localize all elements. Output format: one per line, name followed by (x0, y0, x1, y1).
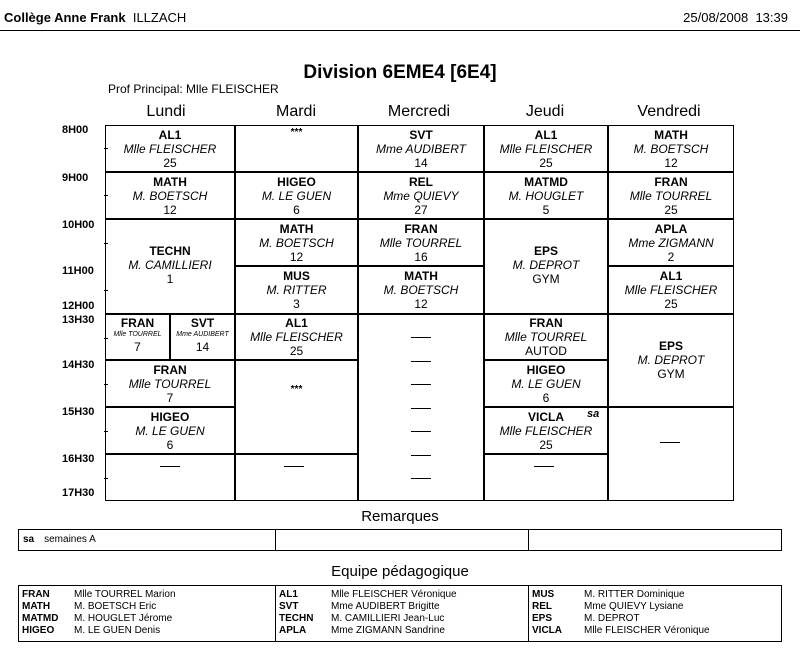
member-name: M. DEPROT (584, 613, 640, 624)
remarks-divider (275, 530, 276, 550)
lesson-cell (484, 219, 608, 314)
lesson-cell (358, 266, 484, 314)
empty-dash (534, 466, 554, 467)
semaine-a-marker: sa (587, 408, 600, 420)
day-header-mercredi: Mercredi (387, 103, 451, 120)
remark-code: sa (23, 534, 35, 545)
lesson-room: GYM (532, 272, 560, 286)
lesson-teacher: Mme QUIEVY (383, 189, 459, 203)
day-header-lundi: Lundi (146, 103, 186, 120)
lesson-cell (105, 360, 235, 407)
empty-slot (105, 454, 235, 501)
lesson-teacher: M. CAMILLIERI (128, 258, 212, 272)
lesson-room: 12 (664, 156, 678, 170)
lesson-subject: AL1 (285, 316, 308, 330)
lesson-room: 25 (539, 156, 553, 170)
empty-dash (284, 466, 304, 467)
lesson-cell (484, 125, 608, 172)
lesson-room: 3 (293, 297, 300, 311)
team-box (18, 585, 782, 642)
lesson-subject: FRAN (404, 222, 438, 236)
print-timestamp (683, 10, 788, 25)
lesson-room: 27 (414, 203, 428, 217)
lesson-room: 5 (542, 203, 550, 217)
lesson-subject: MATMD (524, 175, 568, 189)
lesson-teacher: M. LE GUEN (135, 424, 205, 438)
lesson-subject: HIGEO (150, 410, 190, 424)
lesson-cell (608, 172, 734, 219)
lesson-teacher: M. LE GUEN (261, 189, 332, 203)
lesson-subject: MATH (153, 175, 187, 189)
member-code: VICLA (532, 625, 562, 636)
lesson-subject: FRAN (120, 316, 155, 330)
time-label: 13H30 (62, 314, 95, 326)
town-label: ILLZACH (132, 10, 187, 25)
school-label: Collège Anne Frank (4, 10, 126, 25)
lesson-cell (358, 219, 484, 266)
team-divider (275, 586, 276, 641)
remark-text: semaines A (44, 534, 96, 545)
lesson-cell (105, 219, 235, 314)
member-name: Mme AUDIBERT Brigitte (331, 601, 440, 612)
lesson-room: 12 (163, 203, 177, 217)
member-name: M. LE GUEN Denis (74, 625, 161, 636)
lesson-subject: HIGEO (526, 363, 566, 377)
empty-dash (411, 431, 431, 432)
member-code: TECHN (279, 613, 314, 624)
lesson-subject: APLA (654, 222, 688, 236)
lesson-subject: FRAN (153, 363, 187, 377)
member-name: Mlle FLEISCHER Véronique (331, 589, 457, 600)
lesson-teacher: M. DEPROT (637, 353, 705, 367)
lesson-subject: AL1 (158, 128, 182, 142)
lesson-subject: SVT (190, 316, 215, 330)
lesson-teacher: Mme AUDIBERT (375, 142, 466, 156)
time-label: 9H00 (62, 172, 89, 184)
team-member (279, 625, 445, 637)
lesson-subject: FRAN (654, 175, 688, 189)
empty-slot (235, 360, 358, 454)
lesson-room: 14 (195, 340, 210, 354)
lesson-teacher: Mlle FLEISCHER (123, 142, 217, 156)
team-member (532, 589, 685, 601)
member-code: APLA (279, 625, 307, 636)
lesson-cell (170, 314, 235, 360)
time-label: 14H30 (62, 359, 95, 371)
day-header-jeudi: Jeudi (525, 103, 565, 120)
team-divider (528, 586, 529, 641)
lesson-teacher: M. BOETSCH (383, 283, 459, 297)
lesson-subject: FRAN (529, 316, 563, 330)
lesson-cell (235, 314, 358, 360)
lesson-subject: MATH (404, 269, 438, 283)
lesson-subject: SVT (409, 128, 433, 142)
lesson-room: AUTOD (525, 344, 567, 358)
time-label: 16H30 (62, 453, 95, 465)
lesson-teacher: Mlle TOURREL (629, 189, 713, 203)
lesson-room: 25 (664, 297, 678, 311)
print-date: 25/08/2008 (683, 10, 749, 25)
lesson-teacher: M. DEPROT (512, 258, 580, 272)
remark-entry (23, 534, 96, 545)
lesson-teacher: Mme ZIGMANN (628, 236, 714, 250)
empty-slot (484, 454, 608, 501)
lesson-room: GYM (657, 367, 685, 381)
member-name: M. CAMILLIERI Jean-Luc (331, 613, 445, 624)
lesson-subject: TECHN (149, 244, 191, 258)
lesson-room: 12 (289, 250, 304, 264)
lesson-cell (484, 172, 608, 219)
lesson-cell (105, 314, 170, 360)
lesson-room: 25 (539, 438, 553, 452)
team-member (532, 601, 683, 613)
lesson-cell (105, 407, 235, 454)
lesson-cell (608, 314, 734, 407)
team-member (279, 613, 444, 625)
lesson-subject: MUS (283, 269, 310, 283)
lesson-cell (608, 125, 734, 172)
member-name: M. RITTER Dominique (584, 589, 685, 600)
team-member (532, 613, 640, 625)
member-name: Mme ZIGMANN Sandrine (331, 625, 445, 636)
lesson-teacher: Mlle TOURREL (128, 377, 212, 391)
lesson-teacher: M. RITTER (266, 283, 327, 297)
lesson-cell (358, 172, 484, 219)
member-code: MATH (22, 601, 51, 612)
lesson-room: 25 (289, 344, 304, 358)
empty-dash (411, 337, 431, 338)
lesson-room: 6 (166, 438, 174, 452)
team-member (22, 601, 156, 613)
lesson-room: 7 (134, 340, 141, 354)
lesson-room: 14 (414, 156, 428, 170)
time-label: 15H30 (62, 406, 95, 418)
empty-slot (608, 407, 734, 501)
time-label: 10H00 (62, 219, 95, 231)
empty-slot (235, 454, 358, 501)
empty-dash (411, 478, 431, 479)
day-header-mardi: Mardi (275, 103, 316, 120)
member-name: M. HOUGLET Jérome (74, 613, 173, 624)
time-label: 12H00 (62, 300, 95, 312)
day-header-vendredi: Vendredi (637, 103, 701, 120)
member-code: REL (532, 601, 552, 612)
lesson-teacher: M. LE GUEN (511, 377, 581, 391)
lesson-cell (105, 125, 235, 172)
lesson-cell (235, 266, 358, 314)
lesson-teacher: Mlle FLEISCHER (499, 424, 593, 438)
lesson-teacher: Mlle TOURREL (113, 331, 162, 338)
lesson-cell (608, 266, 734, 314)
lesson-teacher: Mme AUDIBERT (176, 331, 229, 338)
member-name: M. BOETSCH Eric (74, 601, 157, 612)
empty-slot (235, 125, 358, 172)
lesson-room: 16 (414, 250, 428, 264)
lesson-room: 6 (293, 203, 300, 217)
time-label: 11H00 (62, 265, 94, 277)
team-member (279, 601, 440, 613)
empty-dash (160, 466, 180, 467)
lesson-room: 25 (664, 203, 678, 217)
lesson-cell (235, 172, 358, 219)
lesson-subject: EPS (533, 244, 558, 258)
lesson-teacher: Mlle TOURREL (379, 236, 463, 250)
time-label: 8H00 (62, 124, 89, 136)
member-code: SVT (279, 601, 299, 612)
team-member (532, 625, 710, 637)
lesson-subject: AL1 (534, 128, 558, 142)
lesson-cell (235, 219, 358, 266)
member-code: HIGEO (22, 625, 55, 636)
lesson-room: 12 (414, 297, 428, 311)
remarks-title: Remarques (361, 508, 439, 525)
lesson-teacher: Mlle FLEISCHER (499, 142, 593, 156)
lesson-room: 1 (166, 272, 174, 286)
lesson-room: 25 (163, 156, 177, 170)
lesson-teacher: M. HOUGLET (508, 189, 584, 203)
lesson-teacher: M. BOETSCH (132, 189, 208, 203)
remarks-box (18, 529, 782, 551)
school-name (4, 10, 186, 25)
time-label: 17H30 (62, 487, 95, 499)
member-name: Mlle FLEISCHER Véronique (584, 625, 710, 636)
member-code: MUS (532, 589, 555, 600)
lesson-subject: EPS (658, 339, 683, 353)
lesson-room: 2 (667, 250, 675, 264)
member-code: AL1 (279, 589, 298, 600)
page-title: Division 6EME4 [6E4] (303, 62, 497, 83)
lesson-subject: HIGEO (277, 175, 316, 189)
lesson-cell (608, 219, 734, 266)
lesson-subject: MATH (654, 128, 688, 142)
empty-dash (660, 442, 680, 443)
lesson-subject: VICLA (528, 410, 564, 424)
lesson-teacher: M. BOETSCH (633, 142, 709, 156)
lesson-subject: MATH (279, 222, 314, 236)
team-member (22, 625, 160, 637)
empty-dash (411, 408, 431, 409)
member-code: FRAN (22, 589, 50, 600)
remarks-divider (528, 530, 529, 550)
empty-dash (411, 361, 431, 362)
lesson-placeholder-stars: *** (290, 127, 303, 138)
lesson-teacher: M. BOETSCH (259, 236, 334, 250)
team-member (279, 589, 457, 601)
lesson-room: 7 (166, 391, 174, 405)
lesson-subject: REL (409, 175, 433, 189)
member-name: Mme QUIEVY Lysiane (584, 601, 684, 612)
member-name: Mlle TOURREL Marion (74, 589, 176, 600)
prof-principal: Prof Principal: Mlle FLEISCHER (108, 82, 279, 96)
lesson-teacher: Mlle FLEISCHER (250, 330, 343, 344)
lesson-cell (484, 360, 608, 407)
lesson-cell (105, 172, 235, 219)
lesson-placeholder-stars: *** (290, 384, 303, 395)
lesson-teacher: Mlle TOURREL (504, 330, 588, 344)
member-code: EPS (532, 613, 553, 624)
empty-dash (411, 455, 431, 456)
empty-dash (411, 384, 431, 385)
lesson-teacher: Mlle FLEISCHER (624, 283, 718, 297)
member-code: MATMD (22, 613, 59, 624)
lesson-subject: AL1 (659, 269, 683, 283)
team-title: Equipe pédagogique (331, 563, 469, 580)
lesson-room: 6 (542, 391, 550, 405)
lesson-cell (484, 314, 608, 360)
team-member (22, 613, 172, 625)
lesson-cell (358, 125, 484, 172)
print-time: 13:39 (755, 10, 788, 25)
team-member (22, 589, 176, 601)
header-rule (0, 30, 800, 31)
